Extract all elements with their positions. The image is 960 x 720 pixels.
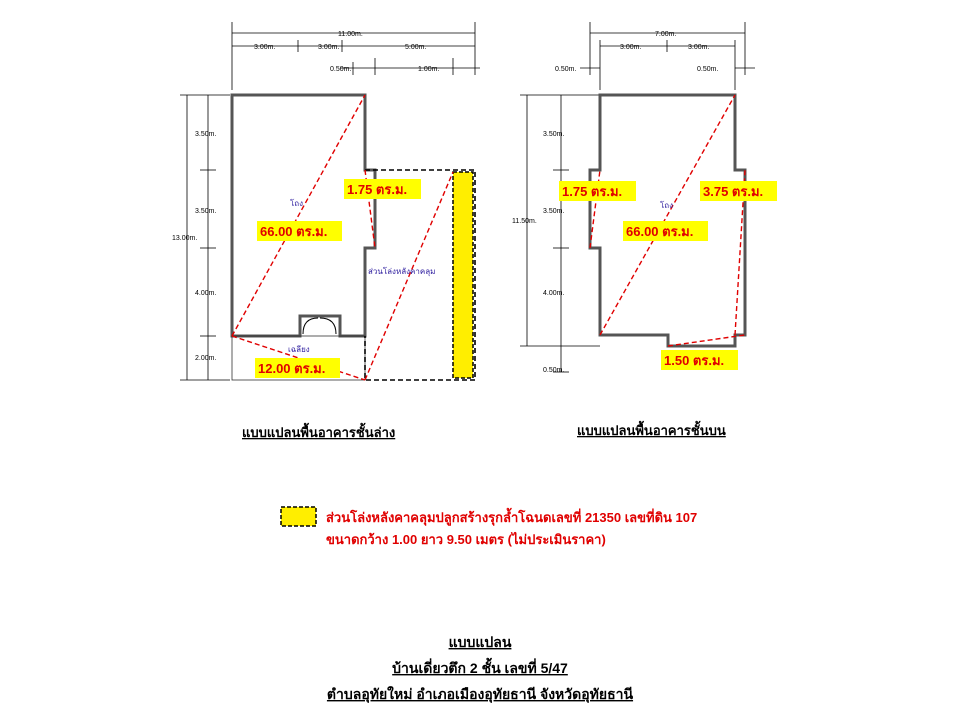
legend (281, 507, 697, 547)
lower-plan-caption: แบบแปลนพื้นอาคารชั้นล่าง (242, 425, 396, 440)
upper-area-left: 1.75 ตร.ม. (562, 184, 623, 199)
upper-dim-offset-left: 0.50m. (555, 66, 577, 73)
lower-walls (232, 95, 375, 336)
upper-area-right: 3.75 ตร.ม. (703, 184, 764, 199)
legend-line1: ส่วนโล่งหลังคาคลุมปลูกสร้างรุกล้ำโฉนดเลขที่ 21350 เลขที่ดิน 107 (326, 510, 698, 525)
upper-area-bottom: 1.50 ตร.ม. (664, 353, 725, 368)
lower-dim-seg2: 3.00m. (318, 44, 340, 51)
lower-area-main: 66.00 ตร.ม. (260, 224, 328, 239)
upper-dim-h2: 3.50m. (543, 208, 565, 215)
upper-floor-plan (512, 22, 777, 438)
lower-room-porch-label: เฉลียง (288, 345, 310, 354)
title-block (327, 634, 634, 703)
upper-dim-h4: 0.50m. (543, 367, 565, 374)
lower-area-small: 1.75 ตร.ม. (347, 182, 408, 197)
title-line3: ตำบลอุทัยใหม่ อำเภอเมืองอุทัยธานี จังหวัดอุทัยธานี (326, 686, 634, 702)
upper-area-main: 66.00 ตร.ม. (626, 224, 694, 239)
lower-dim-height-total: 13.00m. (172, 235, 198, 242)
lower-dim-h4: 2.00m. (195, 355, 217, 362)
legend-line2: ขนาดกว้าง 1.00 ยาว 9.50 เมตร (ไม่ประเมินราคา) (326, 532, 606, 547)
lower-dim-h1: 3.50m. (195, 131, 217, 138)
legend-swatch (281, 507, 316, 526)
upper-dim-offset-right: 0.50m. (697, 66, 719, 73)
lower-encroachment-strip (453, 172, 473, 378)
lower-dim-total-width: 11.00m. (338, 31, 363, 38)
lower-area-porch: 12.00 ตร.ม. (258, 361, 326, 376)
title-line1: แบบแปลน (448, 634, 512, 650)
lower-dim-offset-left: 0.50m. (330, 66, 352, 73)
upper-dim-h1: 3.50m. (543, 131, 565, 138)
lower-room-side-label: ส่วนโล่งหลังคาคลุม (368, 267, 436, 276)
lower-dim-h3: 4.00m. (195, 290, 217, 297)
upper-plan-caption: แบบแปลนพื้นอาคารชั้นบน (577, 423, 726, 438)
upper-dim-seg1: 3.00m. (620, 44, 642, 51)
title-line2: บ้านเดี่ยวตึก 2 ชั้น เลขที่ 5/47 (392, 660, 568, 676)
upper-dim-height-total: 11.50m. (512, 218, 537, 225)
upper-dim-total-width: 7.00m. (655, 31, 677, 38)
lower-dim-seg3: 5.00m. (405, 44, 427, 51)
lower-floor-plan (172, 22, 480, 440)
lower-door-icon (303, 318, 336, 334)
upper-dim-h3: 4.00m. (543, 290, 565, 297)
upper-room-main-label: โถง (660, 201, 674, 210)
lower-dim-offset-right: 1.00m. (418, 66, 440, 73)
lower-dim-h2: 3.50m. (195, 208, 217, 215)
upper-area-diagonals (590, 95, 745, 346)
upper-dim-seg2: 3.00m. (688, 44, 710, 51)
lower-room-main-label: โถง (290, 199, 304, 208)
upper-walls (590, 95, 745, 346)
lower-dim-seg1: 3.00m. (254, 44, 276, 51)
